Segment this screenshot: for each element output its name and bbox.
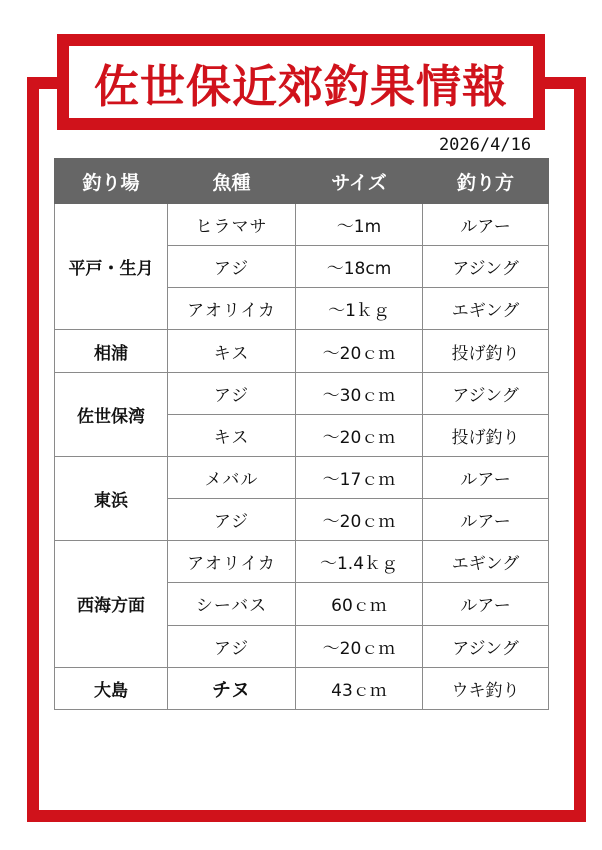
header-size: サイズ bbox=[296, 159, 423, 204]
size-cell: ～20ｃｍ bbox=[296, 499, 423, 541]
method-cell: ルアー bbox=[423, 456, 549, 498]
catch-table bbox=[54, 158, 549, 710]
size-cell: ～18cm bbox=[296, 246, 423, 288]
red-frame-top-left bbox=[27, 77, 57, 89]
method-cell: 投げ釣り bbox=[423, 414, 549, 456]
fish-cell: チヌ bbox=[168, 667, 296, 709]
size-cell: ～1.4ｋｇ bbox=[296, 541, 423, 583]
method-cell: アジング bbox=[423, 372, 549, 414]
header-place: 釣り場 bbox=[55, 159, 168, 204]
size-cell: ～1m bbox=[296, 204, 423, 246]
place-cell: 大島 bbox=[55, 667, 168, 709]
place-cell: 平戸・生月 bbox=[55, 204, 168, 330]
table-row bbox=[55, 456, 549, 498]
method-cell: 投げ釣り bbox=[423, 330, 549, 372]
header-method: 釣り方 bbox=[423, 159, 549, 204]
size-cell: 60ｃｍ bbox=[296, 583, 423, 625]
table-row bbox=[55, 667, 549, 709]
title-box bbox=[57, 34, 545, 130]
method-cell: ルアー bbox=[423, 583, 549, 625]
fish-cell: アオリイカ bbox=[168, 541, 296, 583]
size-cell: ～30ｃｍ bbox=[296, 372, 423, 414]
size-cell: ～20ｃｍ bbox=[296, 414, 423, 456]
table-row bbox=[55, 541, 549, 583]
method-cell: アジング bbox=[423, 625, 549, 667]
fish-cell: アジ bbox=[168, 499, 296, 541]
size-cell: ～20ｃｍ bbox=[296, 625, 423, 667]
fish-cell: アジ bbox=[168, 246, 296, 288]
report-date: 2026/4/16 bbox=[438, 135, 532, 155]
table-row bbox=[55, 204, 549, 246]
fish-cell: アジ bbox=[168, 372, 296, 414]
red-frame-top-right bbox=[545, 77, 586, 89]
size-cell: 43ｃｍ bbox=[296, 667, 423, 709]
fish-cell: キス bbox=[168, 330, 296, 372]
fish-cell: アオリイカ bbox=[168, 288, 296, 330]
place-cell: 相浦 bbox=[55, 330, 168, 372]
fish-cell: シーバス bbox=[168, 583, 296, 625]
place-cell: 東浜 bbox=[55, 456, 168, 540]
method-cell: エギング bbox=[423, 541, 549, 583]
place-cell: 佐世保湾 bbox=[55, 372, 168, 456]
fish-cell: アジ bbox=[168, 625, 296, 667]
method-cell: ルアー bbox=[423, 499, 549, 541]
table-row bbox=[55, 372, 549, 414]
header-fish: 魚種 bbox=[168, 159, 296, 204]
method-cell: エギング bbox=[423, 288, 549, 330]
table-header-row bbox=[55, 159, 549, 204]
fish-cell: ヒラマサ bbox=[168, 204, 296, 246]
size-cell: ～20ｃｍ bbox=[296, 330, 423, 372]
method-cell: アジング bbox=[423, 246, 549, 288]
fish-cell: メバル bbox=[168, 456, 296, 498]
method-cell: ウキ釣り bbox=[423, 667, 549, 709]
fish-cell: キス bbox=[168, 414, 296, 456]
method-cell: ルアー bbox=[423, 204, 549, 246]
table-row bbox=[55, 330, 549, 372]
place-cell: 西海方面 bbox=[55, 541, 168, 667]
size-cell: ～17ｃｍ bbox=[296, 456, 423, 498]
page-title: 佐世保近郊釣果情報 bbox=[93, 59, 508, 113]
table-body bbox=[55, 204, 549, 710]
size-cell: ～1ｋｇ bbox=[296, 288, 423, 330]
